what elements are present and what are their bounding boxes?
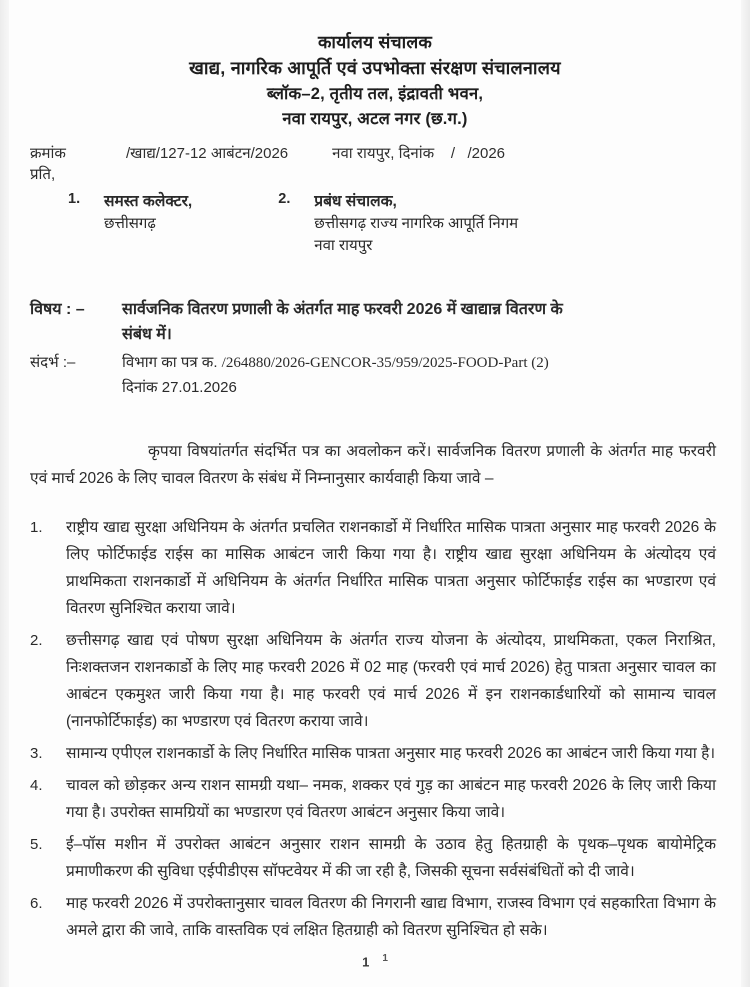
page-footer	[0, 953, 750, 969]
subject-text: सार्वजनिक वितरण प्रणाली के अंतर्गत माह फरवरी 2026 में खाद्यान्न वितरण के संबंध में।	[122, 301, 563, 343]
letterhead-line-directorate: खाद्य, नागरिक आपूर्ति एवं उपभोक्ता संरक्षण संचालनालय	[189, 58, 561, 78]
point-item	[30, 627, 716, 735]
recipient-2-title: प्रबंध संचालक,	[314, 193, 397, 210]
letterhead	[20, 0, 730, 132]
recipient-1	[68, 191, 192, 257]
point-4-number: 4.	[30, 777, 43, 794]
recipient-1-title: समस्त कलेक्टर,	[104, 193, 193, 210]
page-number: 1	[362, 954, 371, 969]
reference-number-row	[20, 143, 730, 163]
point-item	[30, 772, 716, 826]
point-1-text: राष्ट्रीय खाद्य सुरक्षा अधिनियम के अंतर्गत प्रचलित राशनकार्डो में निर्धारित मासिक पात्रता अनुसार माह फरवरी 2026 के लिए फोर्टिफाईड राईस का मासिक आबंटन जारी किया गया है। राष्ट्रीय खाद्य सुरक्षा अधिनियम के अंत्योदय एवं प्राथमिकता राशनकार्डो में अधिनियम के अंतर्गत निर्धारित मासिक पात्रता अनुसार फोर्टिफाईड राईस का भण्डारण एवं वितरण सुनिश्चित कराया जावे।	[66, 519, 716, 617]
point-2-text: छत्तीसगढ़ खाद्य एवं पोषण सुरक्षा अधिनियम के अंतर्गत राज्य योजना के अंत्योदय, प्राथमिकता, एकल निराश्रित, निःशक्तजन राशनकार्डो के लिए माह फरवरी 2026 में 02 माह (फरवरी एवं मार्च 2026) हेतु पात्रता अनुसार चावल का आबंटन एकमुश्त जारी किया गया है। माह फरवरी एवं मार्च 2026 में इन राशनकार्डधारियों को सामान्य चावल (नानफोर्टिफाईड) का भण्डारण एवं वितरण कराया जावे।	[66, 632, 716, 730]
intro-paragraph: कृपया विषयांतर्गत संदर्भित पत्र का अवलोकन करें। सार्वजनिक वितरण प्रणाली के अंतर्गत माह फरवरी एवं मार्च 2026 के लिए चावल वितरण के संबंध में निम्नानुसार कार्यवाही किया जावे –	[30, 443, 716, 487]
point-item	[30, 831, 716, 885]
point-item	[30, 514, 716, 622]
point-6-text: माह फरवरी 2026 में उपरोक्तानुसार चावल वितरण की निगरानी खाद्य विभाग, राजस्व विभाग एवं सहकारिता विभाग के अमले द्वारा की जावे, ताकि वास्तविक एवं लक्षित हितग्राही को वितरण सुनिश्चित हो सके।	[66, 895, 716, 939]
reference-label: संदर्भ :–	[30, 354, 76, 371]
point-4-text: चावल को छोड़कर अन्य राशन सामग्री यथा– नमक, शक्कर एवं गुड़ का आबंटन माह फरवरी 2026 के लिए जारी किया गया है। उपरोक्त सामग्रियों का भण्डारण एवं वितरण आबंटन अनुसार किया जावे।	[66, 777, 716, 821]
point-6-number: 6.	[30, 895, 43, 912]
reference-code: /264880/2026-GENCOR-35/959/2025-FOOD-Part (2)	[221, 355, 549, 371]
letterhead-line-office: कार्यालय संचालक	[317, 32, 433, 52]
letterhead-line-address: ब्लॉक–2, तृतीय तल, इंद्रावती भवन,	[266, 85, 484, 103]
subject-label: विषय : –	[30, 301, 85, 318]
point-2-number: 2.	[30, 632, 43, 649]
point-1-number: 1.	[30, 519, 43, 536]
numbered-points-list	[20, 514, 730, 944]
point-3-text: सामान्य एपीएल राशनकार्डो के लिए निर्धारित मासिक पात्रता अनुसार माह फरवरी 2026 का आबंटन जारी किया गया है।	[66, 745, 716, 762]
recipient-1-body	[104, 191, 192, 235]
point-item	[30, 890, 716, 944]
recipient-2-sub-1: छत्तीसगढ़ राज्य नागरिक आपूर्ति निगम	[314, 215, 519, 232]
to-label: प्रति,	[30, 166, 56, 183]
point-3-number: 3.	[30, 745, 43, 762]
recipient-2	[278, 191, 518, 257]
recipient-1-number: 1.	[68, 191, 81, 207]
subject-section	[20, 297, 730, 400]
reference-place-date: नवा रायपुर, दिनांक / /2026	[332, 145, 506, 162]
reference-date: दिनांक 27.01.2026	[122, 379, 237, 396]
reference-number-value: /खाद्य/127-12 आबंटन/2026	[126, 145, 289, 162]
reference-number-label: क्रमांक	[30, 145, 66, 162]
point-5-number: 5.	[30, 836, 43, 853]
point-item	[30, 740, 716, 767]
subject-row	[30, 297, 730, 347]
letterhead-line-city: नवा रायपुर, अटल नगर (छ.ग.)	[282, 110, 468, 128]
page-marker: 1	[382, 952, 388, 964]
recipient-list	[20, 191, 730, 257]
recipient-2-number: 2.	[278, 191, 291, 207]
recipient-2-body	[314, 191, 518, 257]
point-5-text: ई–पॉस मशीन में उपरोक्त आबंटन अनुसार राशन सामग्री के उठाव हेतु हितग्राही के पृथक–पृथक बायोमेट्रिक प्रमाणीकरण की सुविधा एईपीडीएस सॉफ्टवेयर में की जा रही है, जिसकी सूचना सर्वसंबंधितों को दी जावे।	[66, 836, 716, 880]
recipient-1-sub-1: छत्तीसगढ़	[104, 215, 156, 232]
reference-prefix: विभाग का पत्र क.	[122, 354, 218, 371]
reference-body	[122, 351, 549, 400]
recipient-2-sub-2: नवा रायपुर	[314, 237, 373, 254]
reference-row	[30, 351, 730, 400]
